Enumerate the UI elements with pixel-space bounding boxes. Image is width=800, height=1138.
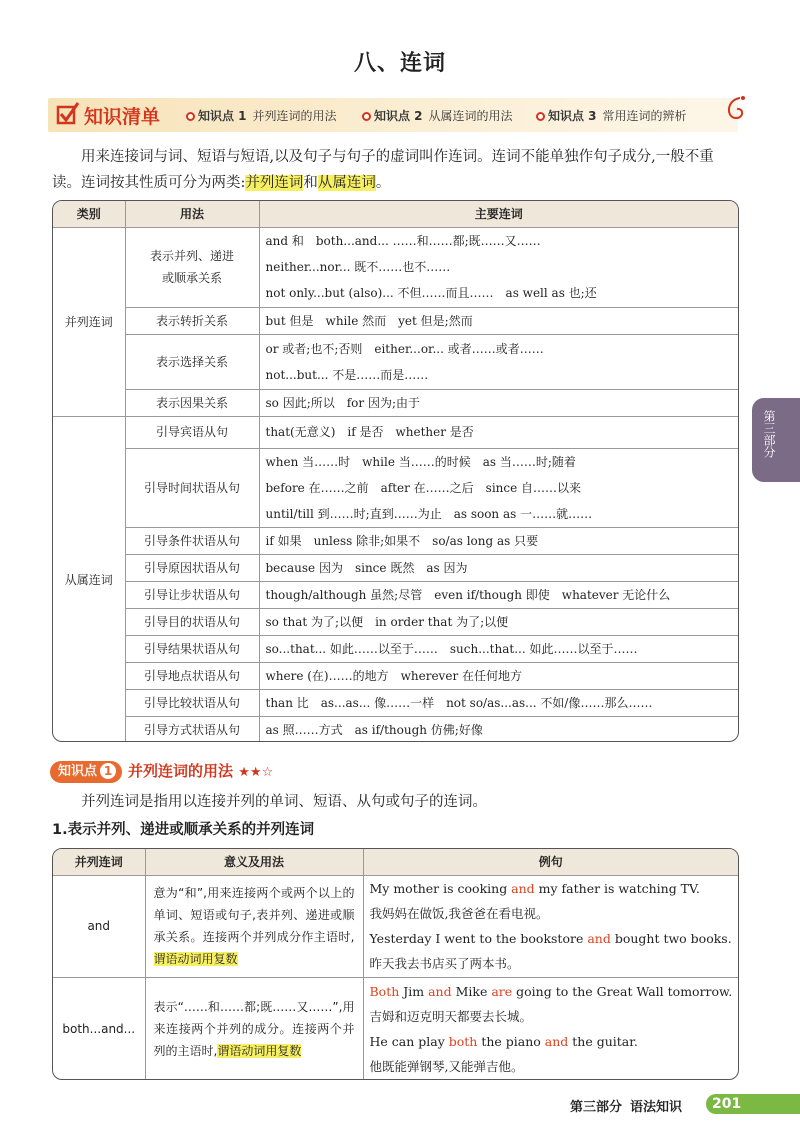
conj-cell: than 比 as...as... 像……一样 not so/as...as... 不如/像……那么……: [259, 689, 738, 716]
usage-cell: 表示转折关系: [125, 307, 259, 334]
page-number: 201: [706, 1094, 800, 1114]
usage-cell: 表示因果关系: [125, 389, 259, 416]
conj-cell: when 当……时 while 当……的时候 as 当……时;随着 before 在……之前 after 在……之后 since 自……以来 until/till 到……时;直到……为止 as soon as 一……就……: [259, 448, 738, 527]
conjunction-table: [52, 200, 739, 742]
highlight-coordinating: 并列连词: [245, 175, 304, 191]
category-subordinating: 从属连词: [53, 416, 125, 742]
conj-cell: or 或者;也不;否则 either...or... 或者……或者…… not...but... 不是……而是……: [259, 334, 738, 389]
col-header-category: 类别: [53, 201, 125, 227]
conj-cell: so...that... 如此……以至于…… such...that... 如此……以至于……: [259, 635, 738, 662]
usage-cell: 引导让步状语从句: [125, 581, 259, 608]
bullet-icon: [536, 112, 545, 121]
usage-cell: 引导时间状语从句: [125, 448, 259, 527]
usage-cell: 引导原因状语从句: [125, 554, 259, 581]
conj-cell: though/although 虽然;尽管 even if/though 即使 whatever 无论什么: [259, 581, 738, 608]
highlight-subordinating: 从属连词: [317, 175, 376, 191]
example-both-and: Both Jim and Mike are going to the Great Wall tomorrow. 吉姆和迈克明天都要去长城。 He can play both the piano and the guitar. 他既能弹钢琴,又能弹吉他。: [363, 977, 738, 1080]
usage-cell: 表示并列、递进或顺承关系: [125, 227, 259, 307]
usage-cell: 表示选择关系: [125, 334, 259, 389]
bullet-icon: [186, 112, 195, 121]
usage-cell: 引导条件状语从句: [125, 527, 259, 554]
usage-cell: 引导地点状语从句: [125, 662, 259, 689]
example-and: My mother is cooking and my father is watching TV. 我妈妈在做饭,我爸爸在看电视。 Yesterday I went to the bookstore and bought two books. 昨天我去书店买了两本书。: [363, 875, 738, 977]
conj-cell: as 照……方式 as if/though 仿佛;好像: [259, 716, 738, 742]
usage-cell: 引导目的状语从句: [125, 608, 259, 635]
checkbox-icon: [56, 101, 80, 125]
knowledge-list-banner: [48, 98, 738, 132]
side-section-tab[interactable]: 第三部分: [752, 398, 800, 482]
usage-cell: 引导宾语从句: [125, 416, 259, 448]
col-header-conjunctions: 主要连词: [259, 201, 738, 227]
conj-cell: and 和 both...and... ……和……都;既……又…… neither...nor... 既不……也不…… not only...but (also)... 不但……而且…… as well as 也;还: [259, 227, 738, 307]
usage-cell: 引导结果状语从句: [125, 635, 259, 662]
knowledge-point-1-title: 知识点 1 并列连词的用法 ★★☆: [50, 760, 273, 782]
conj-cell: so 因此;所以 for 因为;由于: [259, 389, 738, 416]
kp1-paragraph: 并列连词是指用以连接并列的单词、短语、从句或句子的连词。: [81, 794, 487, 810]
page-title: 八、连词: [353, 51, 446, 76]
conj-and: and: [53, 875, 145, 977]
conj-cell: that(无意义) if 是否 whether 是否: [259, 416, 738, 448]
col-header-example: 例句: [363, 849, 738, 875]
banner-kp-1: 知识点 1 并列连词的用法: [186, 107, 337, 124]
kp-number: 1: [100, 763, 116, 779]
kp-badge: 知识点 1: [50, 761, 122, 783]
banner-kp-3: 知识点 3 常用连词的辨析: [536, 107, 687, 124]
coordinating-conjunction-table: [52, 848, 739, 1080]
meaning-and: 意为“和”,用来连接两个或两个以上的单词、短语或句子,表并列、递进或顺承关系。连接两个并列成分作主语时,谓语动词用复数: [145, 875, 363, 977]
footer-section: 第三部分 语法知识: [570, 1100, 683, 1115]
conj-cell: if 如果 unless 除非;如果不 so/as long as 只要: [259, 527, 738, 554]
conj-cell: but 但是 while 然而 yet 但是;然而: [259, 307, 738, 334]
banner-kp-2: 知识点 2 从属连词的用法: [362, 107, 513, 124]
difficulty-stars: ★★☆: [238, 765, 274, 780]
usage-cell: 引导比较状语从句: [125, 689, 259, 716]
usage-cell: 引导方式状语从句: [125, 716, 259, 742]
col-header-meaning: 意义及用法: [145, 849, 363, 875]
category-coordinating: 并列连词: [53, 227, 125, 416]
col-header-usage: 用法: [125, 201, 259, 227]
bullet-icon: [362, 112, 371, 121]
col-header-conjunction: 并列连词: [53, 849, 145, 875]
conj-cell: where (在)……的地方 wherever 在任何地方: [259, 662, 738, 689]
swirl-icon: [722, 94, 748, 124]
banner-heading: 知识清单: [84, 106, 161, 128]
conj-both-and: both...and...: [53, 977, 145, 1080]
conj-cell: so that 为了;以便 in order that 为了;以便: [259, 608, 738, 635]
intro-paragraph: 用来连接词与词、短语与短语,以及句子与句子的虚词叫作连词。连词不能单独作句子成分,一般不重读。连词按其性质可分为两类:并列连词和从属连词。: [52, 149, 714, 191]
meaning-both-and: 表示“……和……都;既……又……”,用来连接两个并列的成分。连接两个并列的主语时,谓语动词用复数: [145, 977, 363, 1080]
conj-cell: because 因为 since 既然 as 因为: [259, 554, 738, 581]
subsection-heading: 1.表示并列、递进或顺承关系的并列连词: [52, 822, 315, 838]
